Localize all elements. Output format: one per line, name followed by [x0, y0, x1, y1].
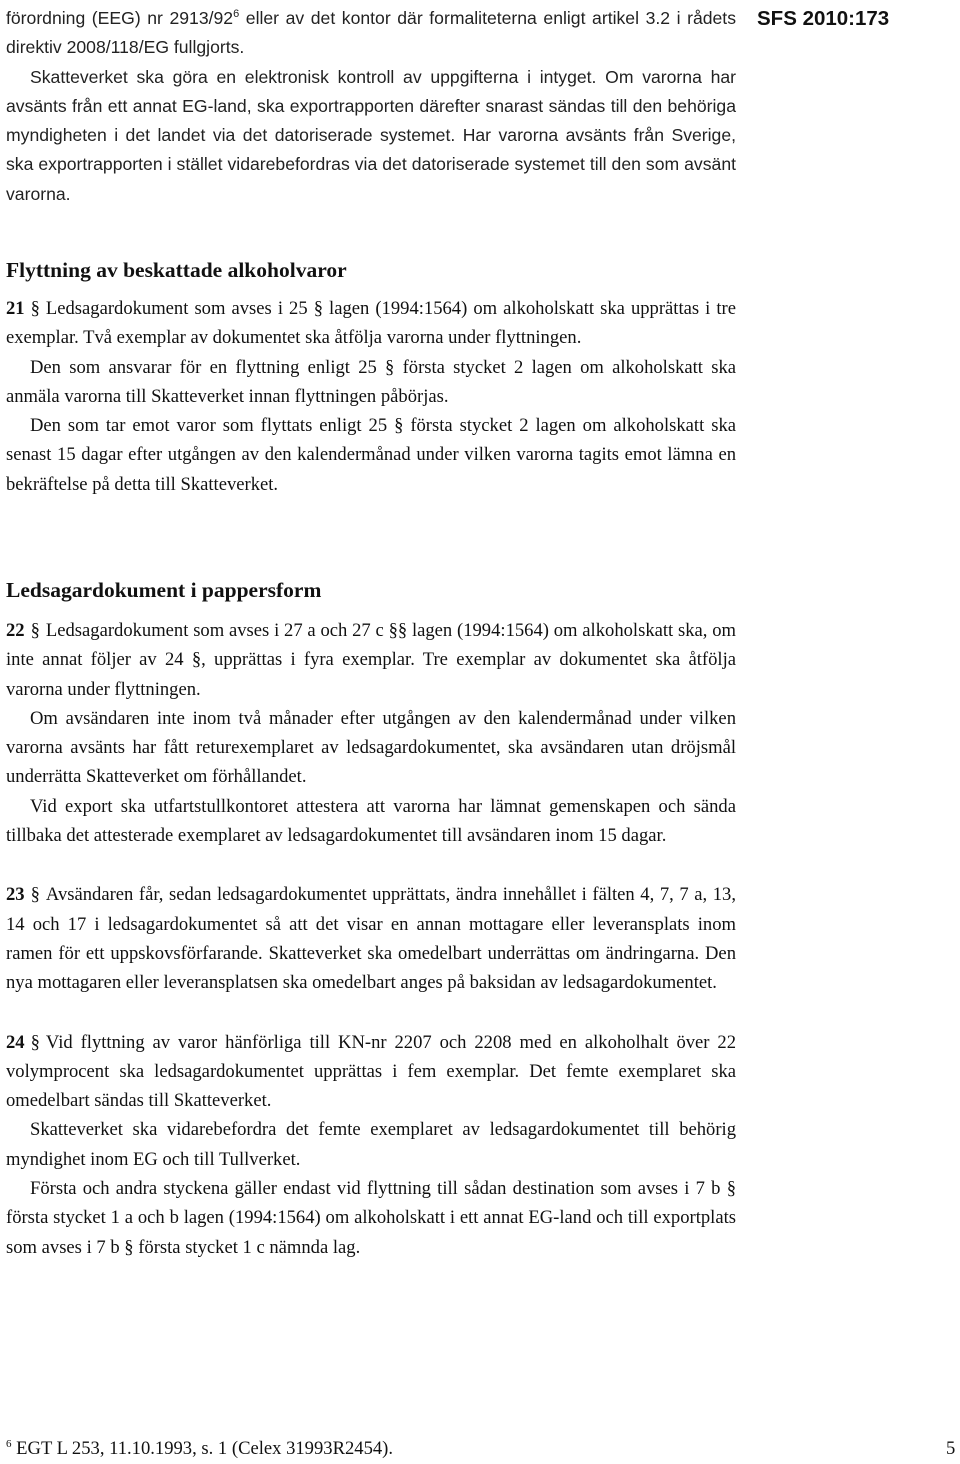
section-number: 21: [6, 298, 25, 319]
section-moving-taxed: [6, 255, 736, 499]
section-text: Vid flyttning av varor hänförliga till KN-nr 2207 och 2208 med en alkoholhalt över 22 volymprocent ska ledsagardokumentet upprättas i fem exemplar. Det femte exemplaret ska omedelbart sändas till Skatteverket.: [6, 1031, 736, 1112]
paragraph-sign: §: [30, 884, 40, 906]
section-heading: Ledsagardokument i pappersform: [6, 578, 322, 602]
section-number: 24: [6, 1031, 25, 1053]
paragraph-24-3: Första och andra styckena gäller endast vid flyttning till sådan destination som avses i 7 b § första stycket 1 a och b lagen (1994:1564) om alkoholskatt i ett annat EG-land och till exportplats som avses i 7 b § första stycket 1 c nämnda lag.: [6, 1178, 736, 1258]
section-text: Ledsagardokument som avses i 27 a och 27 c §§ lagen (1994:1564) om alkoholskatt ska, om inte annat följer av 24 §, upprättas i fyra exemplar. Tre exemplar av dokumentet ska åtfölja varorna under flyttningen.: [6, 620, 736, 700]
intro-text-part: eller av det kontor där formaliteterna enligt artikel 3.2 i rådets direktiv 2008/118/EG fullgjorts.: [6, 8, 736, 58]
intro-paragraph-1: [6, 4, 736, 63]
footnote-mark: 6: [6, 1437, 12, 1450]
paragraph-24-2: Skatteverket ska vidarebefordra det femte exemplaret av ledsagardokumentet till behörig myndighet inom EG och till Tullverket.: [6, 1119, 736, 1170]
section-number: 23: [6, 884, 25, 906]
paragraph-sign: §: [30, 620, 40, 641]
paragraph-23: [6, 880, 736, 997]
section-text: Avsändaren får, sedan ledsagardokumentet upprättats, ändra innehållet i fälten 4, 7, 7 a, 13, 14 och 17 i ledsagardokumentet så att det visar en annan mottagare eller leveransplats inom ramen för ett uppskovsförfarande. Skatteverket ska omedelbart underrättas om ändringarna. Den nya mottagaren eller leveransplatsen ska omedelbart anges på baksidan av ledsagardokumentet.: [6, 884, 736, 994]
paragraph-sign: §: [30, 1031, 40, 1053]
footnote: [6, 1438, 393, 1460]
paragraph-21-2: Den som ansvarar för en flyttning enligt 25 § första stycket 2 lagen om alkoholskatt ska anmäla varorna till Skatteverket innan flyttningen påbörjas.: [6, 356, 736, 407]
paragraph-21: [6, 294, 736, 353]
paragraph-24: [6, 1028, 736, 1116]
paragraph-sign: §: [30, 298, 40, 319]
paragraph-22: [6, 616, 736, 704]
section-number: 22: [6, 620, 25, 641]
section-heading: Flyttning av beskattade alkoholvaror: [6, 258, 347, 282]
page-number: 5: [946, 1438, 956, 1459]
intro-paragraph-2: Skatteverket ska göra en elektronisk kontroll av uppgifterna i intyget. Om varorna har avsänts från ett annat EG-land, ska exportrapporten därefter snarast sändas till den behöriga myndigheten i det landet via det datoriserade systemet. Har varorna avsänts från Sverige, ska exportrapporten i stället vidarebefordras via det datoriserade systemet till den som avsänt varorna.: [6, 66, 736, 204]
sfs-number: SFS 2010:173: [757, 7, 890, 30]
intro-text: [6, 4, 736, 209]
paragraph-22-3: Vid export ska utfartstullkontoret attestera att varorna har lämnat gemenskapen och sända tillbaka det attesterade exemplaret av ledsagardokumentet till avsändaren inom 15 dagar.: [6, 795, 736, 847]
section-text: Ledsagardokument som avses i 25 § lagen (1994:1564) om alkoholskatt ska upprättas i tre exemplar. Två exemplar av dokumentet ska åtfölja varorna under flyttningen.: [6, 298, 736, 349]
intro-text-part: förordning (EEG) nr 2913/92: [6, 8, 234, 28]
paragraph-22-2: Om avsändaren inte inom två månader efter utgången av den kalendermånad under vilken varorna avsänts har fått returexemplaret av ledsagardokumentet, ska avsändaren utan dröjsmål underrätta Skatteverket om förhållandet.: [6, 707, 736, 788]
footnote-text: EGT L 253, 11.10.1993, s. 1 (Celex 31993R2454).: [16, 1438, 393, 1459]
footnote-ref: 6: [233, 8, 240, 21]
paragraph-21-3: Den som tar emot varor som flyttats enligt 25 § första stycket 2 lagen om alkoholskatt ska senast 15 dagar efter utgången av den kalendermånad under vilken varorna tagits emot lämna en bekräftelse på detta till Skatteverket.: [6, 415, 736, 495]
section-paper-documents: [6, 575, 736, 1262]
